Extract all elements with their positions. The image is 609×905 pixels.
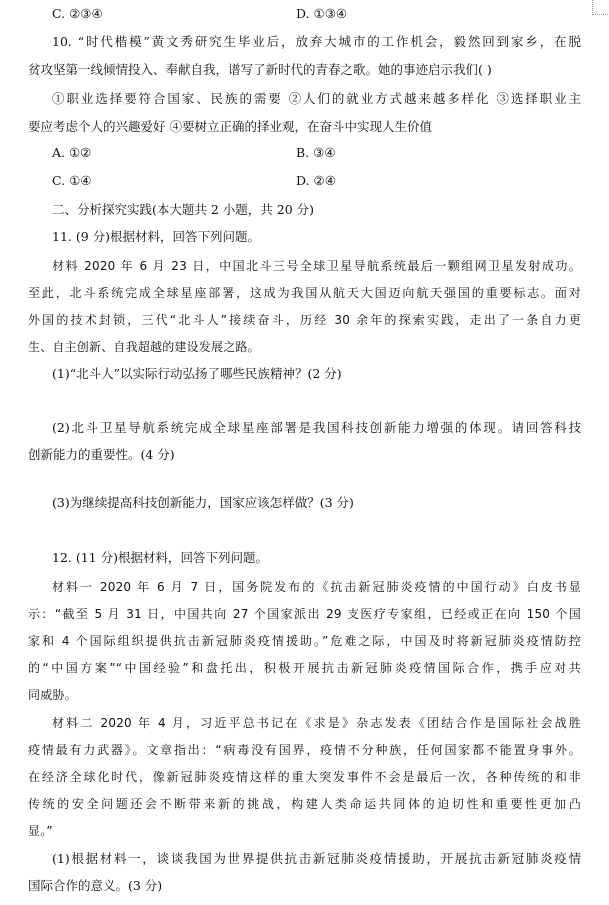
q10-statement-line-1: ①职业选择要符合国家、民族的需要 ②人们的就业方式越来越多样化 ③选择职业主 [52, 91, 581, 106]
q12-title: 12. (11 分)根据材料，回答下列问题。 [52, 550, 268, 565]
q10-stem-line-2: 贫攻坚第一线倾情投入、奉献自我，谱写了新时代的青春之歌。她的事迹启示我们( ) [28, 62, 492, 77]
q11-sub-question-2-line-2: 创新能力的重要性。(4 分) [28, 447, 175, 462]
q12-material2-line-5: 显。” [28, 824, 53, 838]
q12-material1-line-5: 同威胁。 [28, 688, 77, 702]
prev-question-options [0, 4, 609, 24]
q11-title: 11. (9 分)根据材料，回答下列问题。 [52, 229, 261, 244]
q11-sub-question-3: (3)为继续提高科技创新能力，国家应该怎样做？(3 分) [52, 495, 354, 510]
q12-material2-line-3: 在经济全球化时代，像新冠肺炎疫情这样的重大突发事件不会是最后一次，各种传统的和非 [28, 770, 581, 784]
q12-material2-line-2: 疫情最有力武器》。文章指出：“病毒没有国界，疫情不分种族，任何国家都不能置身事外。 [28, 743, 581, 757]
q12-sub-question-1-line-1: (1)根据材料一，谈谈我国为世界提供抗击新冠肺炎疫情援助，开展抗击新冠肺炎疫情 [52, 851, 581, 866]
q10-option-c: C. ①④ [52, 173, 92, 188]
q12-material2-line-1: 材料二 2020 年 4 月，习近平总书记在《求是》杂志发表《团结合作是国际社会战胜 [52, 716, 581, 730]
q12-sub-question-1-line-2: 国际合作的意义。(3 分) [28, 878, 163, 893]
q12-material1-line-1: 材料一 2020 年 6 月 7 日，国务院发布的《抗击新冠肺炎疫情的中国行动》白皮书显 [52, 580, 581, 594]
q10-option-d: D. ②④ [296, 173, 336, 188]
q10-statement-line-2: 要应考虑个人的兴趣爱好 ④要树立正确的择业观，在奋斗中实现人生价值 [28, 119, 432, 134]
q10-option-b: B. ③④ [296, 145, 336, 160]
q11-material-line-2: 至此，北斗系统完成全球星座部署，这成为我国从航天大国迈向航天强国的重要标志。面对 [28, 286, 581, 300]
q11-sub-question-1: (1)“北斗人”以实际行动弘扬了哪些民族精神？(2 分) [52, 366, 342, 381]
q12-material1-line-4: 的“中国方案”“中国经验”和盘托出，积极开展抗击新冠肺炎疫情国际合作，携手应对共 [28, 661, 581, 675]
q12-material2-line-4: 传统的安全问题还会不断带来新的挑战，构建人类命运共同体的迫切性和重要性更加凸 [28, 797, 581, 811]
q12-material1-line-3: 家和 4 个国际组织提供抗击新冠肺炎疫情援助。”危难之际，中国及时将新冠肺炎疫情防控 [28, 634, 581, 648]
q11-material-line-1: 材料 2020 年 6 月 23 日，中国北斗三号全球卫星导航系统最后一颗组网卫星发射成功。 [52, 259, 581, 273]
option-d: D. ①③④ [296, 6, 348, 21]
q11-sub-question-2-line-1: (2)北斗卫星导航系统完成全球星座部署是我国科技创新能力增强的体现。请回答科技 [52, 420, 581, 435]
section-2-heading: 二、分析探究实践(本大题共 2 小题，共 20 分) [52, 202, 315, 217]
q10-option-a: A. ①② [52, 145, 92, 160]
q12-material1-line-2: 示：“截至 5 月 31 日，中国共向 27 个国家派出 29 支医疗专家组，已经或正在向 150 个国 [28, 607, 581, 621]
q11-material-line-3: 外国的技术封锁，三代“北斗人”接续奋斗，历经 30 余年的探索实践，走出了一条自力更 [28, 313, 581, 327]
q11-material-line-4: 生、自主创新、自我超越的建设发展之路。 [28, 340, 260, 354]
option-c: C. ②③④ [52, 6, 103, 21]
q10-stem-line-1: 10. “时代楷模”黄文秀研究生毕业后，放弃大城市的工作机会，毅然回到家乡，在脱 [52, 34, 581, 49]
